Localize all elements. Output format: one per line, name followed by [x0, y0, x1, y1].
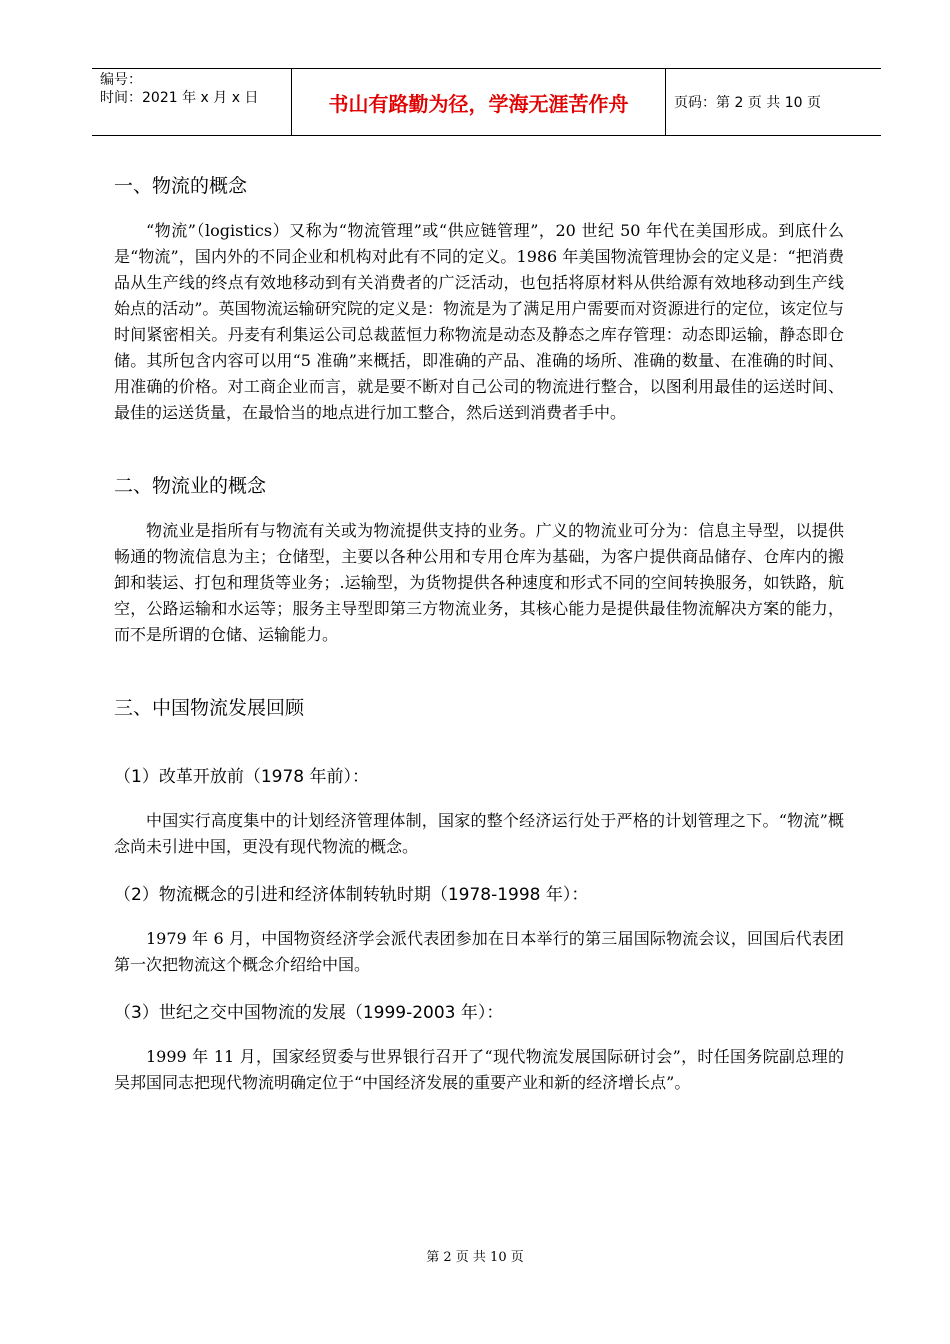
header-page-label: 页码：第 2 页 共 10 页	[674, 95, 821, 111]
subsection-title-1: （1）改革开放前（1978 年前）：	[114, 767, 369, 787]
header-motto: 书山有路勤为径，学海无涯苦作舟	[292, 69, 666, 135]
subsection-3-paragraph: 1999 年 11 月，国家经贸委与世界银行召开了“现代物流发展国际研讨会”，时任国务院副总理的吴邦国同志把现代物流明确定位于“中国经济发展的重要产业和新的经济增长点”。	[114, 1047, 844, 1092]
time-label: 时间：2021 年 x 月 x 日	[100, 90, 259, 106]
subsection-2-paragraph: 1979 年 6 月，中国物资经济学会派代表团参加在日本举行的第三届国际物流会议，回国后代表团第一次把物流这个概念介绍给中国。	[114, 929, 844, 974]
section-1-paragraph: “物流”（logistics）又称为“物流管理”或“供应链管理”，20 世纪 50 年代在美国形成。到底什么是“物流”，国内外的不同企业和机构对此有不同的定义。1986 年美国物流管理协会的定义是：“把消费品从生产线的终点有效地移动到有关消费者的广泛活动，也包括将原材料从供给源有效地移动到生产线始点的活动”。英国物流运输研究院的定义是：物流是为了满足用户需要而对资源进行的定位，该定位与时间紧密相关。丹麦有利集运公司总裁蓝恒力称物流是动态及静态之库存管理：动态即运输，静态即仓储。其所包含内容可以用“5 准确”来概括，即准确的产品、准确的场所、准确的数量、在准确的时间、用准确的价格。对工商企业而言，就是要不断对自己公司的物流进行整合，以图利用最佳的运送时间、最佳的运送货量，在最恰当的地点进行加工整合，然后送到消费者手中。	[114, 221, 844, 422]
section-title-3: 三、中国物流发展回顾	[114, 697, 305, 719]
document-body	[114, 172, 844, 1096]
section-title-2: 二、物流业的概念	[114, 475, 267, 497]
section-title-1: 一、物流的概念	[114, 175, 248, 197]
page-footer: 第 2 页 共 10 页	[426, 1250, 524, 1265]
header-meta	[92, 69, 292, 135]
subsection-1-paragraph: 中国实行高度集中的计划经济管理体制，国家的整个经济运行处于严格的计划管理之下。“物流”概念尚未引进中国，更没有现代物流的概念。	[114, 811, 844, 856]
subsection-title-2: （2）物流概念的引进和经济体制转轨时期（1978-1998 年）：	[114, 885, 589, 905]
section-2-paragraph: 物流业是指所有与物流有关或为物流提供支持的业务。广义的物流业可分为：信息主导型，以提供畅通的物流信息为主；仓储型，主要以各种公用和专用仓库为基础，为客户提供商品储存、仓库内的搬卸和装运、打包和理货等业务；.运输型，为货物提供各种速度和形式不同的空间转换服务，如铁路，航空，公路运输和水运等；服务主导型即第三方物流业务，其核心能力是提供最佳物流解决方案的能力，而不是所谓的仓储、运输能力。	[114, 521, 844, 644]
page-header	[92, 68, 881, 136]
number-label: 编号：	[100, 72, 142, 88]
subsection-title-3: （3）世纪之交中国物流的发展（1999-2003 年）：	[114, 1003, 504, 1023]
